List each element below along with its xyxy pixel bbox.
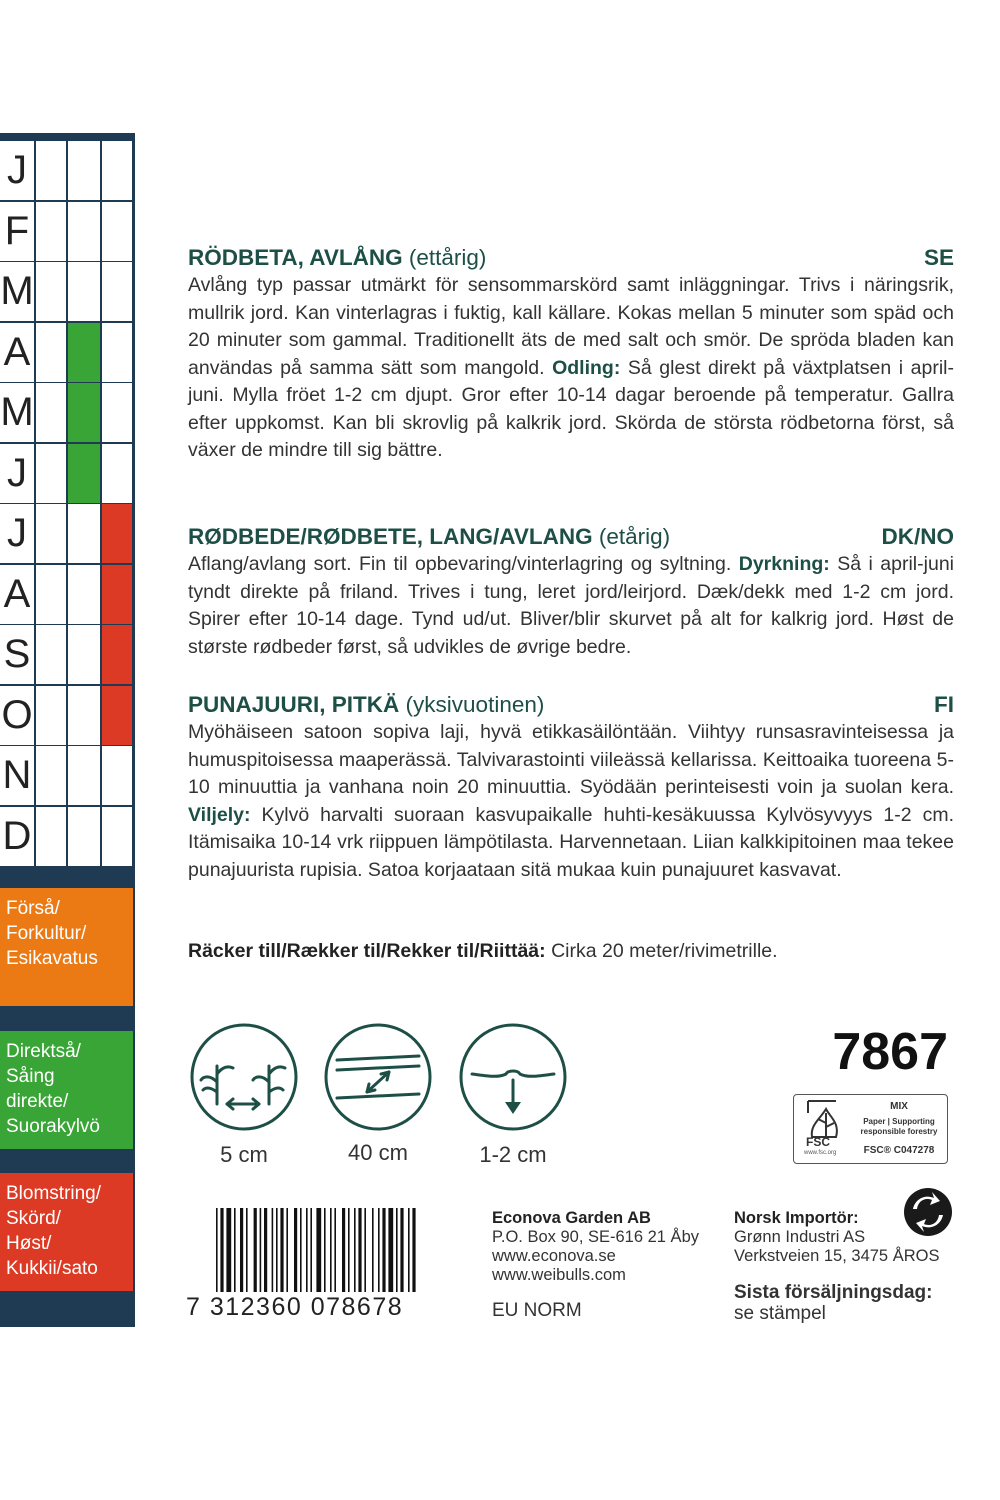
section-swedish [188,243,954,465]
legend-direct-sowing [0,1031,133,1149]
section-title [188,243,486,272]
calendar-cell [36,444,66,503]
fsc-logo-text: FSC [806,1135,830,1149]
sowing-depth-icon [458,1022,568,1132]
recycle-icon [903,1187,953,1237]
calendar-month-row [0,262,135,323]
calendar-cell [102,262,132,321]
calendar-month-row [0,323,135,384]
month-letter: N [0,746,34,805]
calendar-cell [102,383,132,442]
variety-subtitle: (ettårig) [408,245,487,270]
fsc-label [793,1094,948,1164]
calendar-cell [102,686,132,745]
legend-direct-line: Direktså/ [6,1041,81,1062]
calendar-cell [36,262,66,321]
legend-presowing [0,888,133,1006]
variety-name: PUNAJUURI, PITKÄ [188,692,400,717]
calendar-cell [68,383,100,442]
calendar-month-row [0,444,135,505]
month-letter: A [0,565,34,624]
month-letter: O [0,686,34,745]
fsc-mix: MIX [890,1101,908,1112]
yield-label: Räcker till/Rækker til/Rekker til/Riittää: [188,940,546,962]
yield-value: Cirka 20 meter/rivimetrille. [551,940,778,962]
calendar-cell [102,444,132,503]
plant-spacing-label: 5 cm [220,1142,268,1167]
section-header [188,522,954,551]
variety-name: RÖDBETA, AVLÅNG [188,245,403,270]
cultivation-label: Odling: [552,356,621,379]
calendar-cell [102,504,132,563]
section-finnish [188,690,954,884]
plant-spacing-icon [189,1022,299,1132]
language-code: SE [923,245,954,270]
calendar-cell [102,565,132,624]
legend-harvest-line: Kukkii/sato [6,1258,98,1279]
calendar-month-row [0,202,135,263]
section-text [188,719,954,884]
calendar-cell [102,807,132,866]
variety-name: RØDBEDE/RØDBETE, LANG/AVLANG [188,524,593,549]
sowing-calendar [0,133,135,1327]
calendar-cell [36,807,66,866]
month-letter: M [0,262,34,321]
calendar-cell [36,323,66,382]
section-header [188,690,954,719]
cultivation-text: Så glest direkt på växtplatsen i april-juni. Mylla fröet 1-2 cm djupt. Gror efter 10-14 dagar beroende på temperatur. Gallra efter uppkomst. Kan bli skrovlig på kalkrik jord. Skörda de största rödbetorna först, så växer de mindre till sig bättre. [188,356,955,461]
cultivation-text: Så i april-juni tyndt direkte på friland. Trives i tung, leret jord/leirjord. Dæk/dekk med 1-2 cm jord. Spirer efter 10-14 dage. Tynd ud/ut. Bliver/blir skurvet på alt for kalkrig jord. Høst de største rødbeder først, så udvikles de øvrige bedre. [188,553,954,658]
legend-harvest-line: Skörd/ [6,1208,61,1229]
last-sale-day [734,1282,932,1324]
fsc-line2: responsible forestry [860,1127,938,1136]
row-spacing-icon [323,1022,433,1132]
calendar-month-row [0,504,135,565]
section-text [188,272,954,465]
calendar-cell [68,262,100,321]
calendar-cell [102,141,132,200]
yield-line [188,940,778,963]
section-danish-norwegian [188,522,954,661]
last-sale-value: se stämpel [734,1303,826,1324]
calendar-cell [36,504,66,563]
calendar-cell [102,202,132,261]
calendar-month-row [0,686,135,747]
fsc-code: FSC® C047278 [863,1145,935,1156]
variety-subtitle: (etårig) [598,524,671,549]
calendar-month-row [0,807,135,868]
legend-presowing-line: Esikavatus [6,948,98,969]
description-text: Myöhäiseen satoon sopiva laji, hyvä etikkasäilöntään. Viihtyy runsasravinteisessa ja humuspitoisessa maaperässä. Talvivarastointi viileässä kellarissa. Keittoaika tuoreena 5-10 minuuttia ja vanhana noin 20 minuuttia. Syödään perinteisesti voin ja suolan kera. [188,721,954,798]
fsc-line1: Paper | Supporting [863,1117,935,1126]
calendar-month-row [0,383,135,444]
sowing-depth-label: 1-2 cm [479,1142,547,1167]
calendar-cell [68,746,100,805]
calendar-cell [68,625,100,684]
description-text: Avlång typ passar utmärkt för sensommarskörd samt inläggningar. Trivs i näringsrik, mullrik jord. Kan vinterlagras i fuktig, kall källare. Kokas mellan 5 minuter som späd och 20 minuter som gammal. Traditionellt äts de med salt och smör. De spröda bladen kan användas på samma sätt som mangold. [188,274,954,379]
importer-name: Grønn Industri AS [734,1228,866,1246]
eu-norm: EU NORM [492,1300,582,1321]
item-number: 7867 [832,1023,948,1081]
variety-subtitle: (yksivuotinen) [405,692,545,717]
calendar-cell [36,686,66,745]
language-code: DK/NO [881,524,954,549]
calendar-cell [102,323,132,382]
company-web2[interactable]: www.weibulls.com [492,1266,626,1284]
last-sale-label: Sista försäljningsdag: [734,1282,933,1303]
month-letter: S [0,625,34,684]
company-name: Econova Garden AB [492,1209,651,1227]
cultivation-text: Kylvö harvalti suoraan kasvupaikalle huhti-kesäkuussa Kylvösyvyys 1-2 cm. Itämisaika 10-14 vrk riippuen lämpötilasta. Harvennetaan. Liian kalkkipitoinen maa tekee punajuurista rupisia. Satoa korjaataan sitä mukaa kuin punajuuret kasvavat. [188,803,954,881]
calendar-cell [36,565,66,624]
row-spacing-label: 40 cm [348,1140,408,1165]
calendar-cell [68,141,100,200]
legend-direct-line: Suorakylvö [6,1116,100,1137]
barcode-digits: 7 312360 078678 [186,1292,440,1322]
calendar-month-row [0,746,135,807]
section-header [188,243,954,272]
section-title [188,522,670,551]
cultivation-label: Viljely: [188,803,251,826]
calendar-cell [36,625,66,684]
month-letter: J [0,141,34,200]
calendar-cell [68,565,100,624]
month-letter: D [0,807,34,866]
calendar-cell [36,746,66,805]
importer-address: Verkstveien 15, 3475 ÅROS [734,1247,940,1265]
month-letter: M [0,383,34,442]
month-letter: F [0,202,34,261]
calendar-cell [68,686,100,745]
calendar-cell [36,383,66,442]
company-web1[interactable]: www.econova.se [492,1247,616,1265]
company-info [492,1209,699,1285]
calendar-cell [68,323,100,382]
legend-direct-line: Såing [6,1066,55,1087]
legend-direct-line: direkte/ [6,1091,69,1112]
calendar-cell [68,504,100,563]
section-text [188,551,954,661]
cultivation-label: Dyrkning: [738,553,830,575]
legend-harvest [0,1173,133,1291]
company-address: P.O. Box 90, SE-616 21 Åby [492,1228,699,1246]
importer-title: Norsk Importör: [734,1209,859,1227]
calendar-month-row [0,141,135,202]
calendar-cell [36,141,66,200]
calendar-cell [68,807,100,866]
legend-presowing-line: Forkultur/ [6,923,87,944]
month-letter: A [0,323,34,382]
calendar-cell [102,625,132,684]
legend-presowing-line: Förså/ [6,898,60,919]
legend-harvest-line: Blomstring/ [6,1183,102,1204]
legend-harvest-line: Høst/ [6,1233,52,1254]
fsc-url: www.fsc.org [804,1150,837,1156]
language-code: FI [934,692,954,717]
month-letter: J [0,504,34,563]
calendar-month-row [0,625,135,686]
calendar-cell [102,746,132,805]
barcode [186,1208,440,1336]
calendar-cell [36,202,66,261]
description-text: Aflang/avlang sort. Fin til opbevaring/vinterlagring og syltning. [188,553,732,575]
calendar-month-row [0,565,135,626]
calendar-cell [68,202,100,261]
calendar-cell [68,444,100,503]
month-letter: J [0,444,34,503]
section-title [188,690,544,719]
